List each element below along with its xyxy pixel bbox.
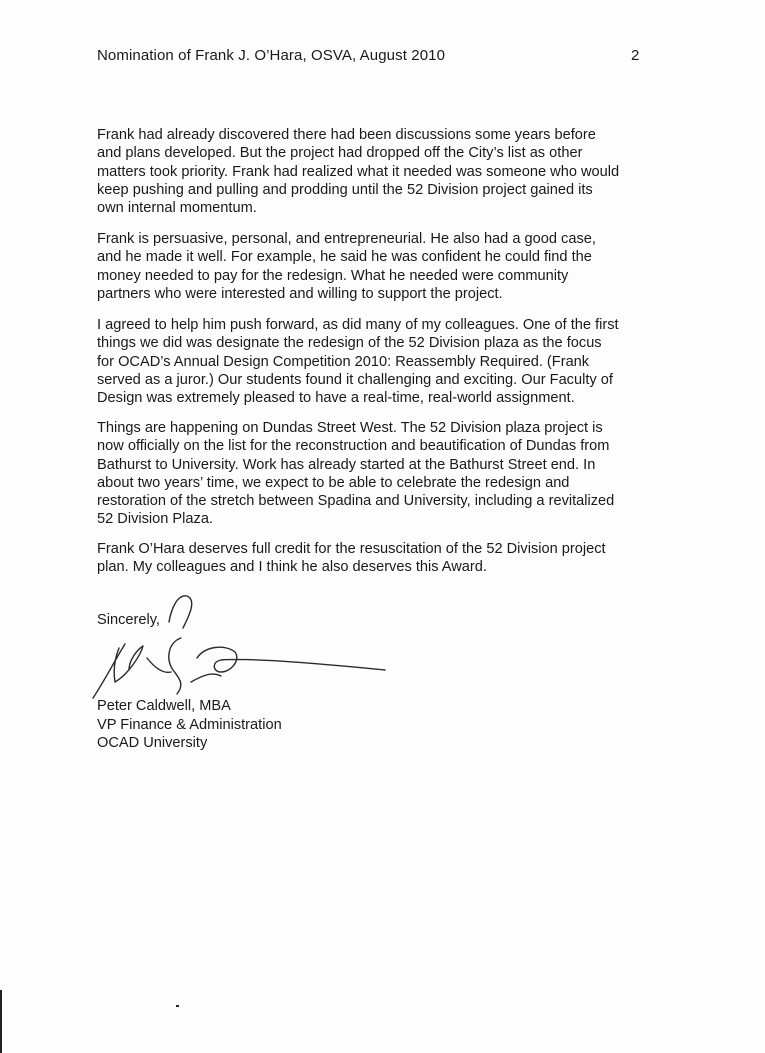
paragraph-line: 52 Division Plaza. [97,511,213,528]
paragraph-line: Things are happening on Dundas Street West. The 52 Division plaza project is [97,420,603,436]
paragraph-line: served as a juror.) Our students found it challenging and exciting. Our Faculty of [97,371,613,388]
signer-title: VP Finance & Administration [97,716,282,733]
scan-speck [176,1005,179,1007]
paragraph-line: things we did was designate the redesign of the 52 Division plaza as the focus [97,335,602,352]
paragraph-line: own internal momentum. [97,200,257,217]
signer-organization: OCAD University [97,735,208,752]
paragraph-line: Frank had already discovered there had been discussions some years before [97,127,596,143]
paragraph-line: for OCAD’s Annual Design Competition 2010: Reassembly Required. (Frank [97,353,590,370]
paragraph-line: and plans developed. But the project had dropped off the City’s list as other [97,145,583,162]
paragraph-4 [97,419,657,529]
paragraph-line: now officially on the list for the reconstruction and beautification of Dundas from [97,438,610,455]
scan-edge-mark [0,990,2,1053]
paragraph-line: money needed to pay for the redesign. What he needed were community [97,267,569,284]
paragraph-line: Frank O’Hara deserves full credit for the resuscitation of the 52 Division project [97,541,606,557]
paragraph-2 [97,230,657,303]
paragraph-line: Bathurst to University. Work has already started at the Bathurst Street end. In [97,456,596,473]
paragraph-line: matters took priority. Frank had realized what it needed was someone who would [97,163,620,180]
paragraph-line: partners who were interested and willing to support the project. [97,285,503,302]
paragraph-line: keep pushing and pulling and prodding until the 52 Division project gained its [97,181,593,198]
page-number: 2 [631,47,640,64]
running-header-title: Nomination of Frank J. O’Hara, OSVA, August 2010 [97,47,446,64]
paragraph-1 [97,126,657,217]
paragraph-line: I agreed to help him push forward, as did many of my colleagues. One of the first [97,317,619,333]
paragraph-line: and he made it well. For example, he said he was confident he could find the [97,249,592,266]
paragraph-5 [97,540,657,577]
paragraph-line: restoration of the stretch between Spadina and University, including a revitalized [97,493,615,510]
signer-block [97,697,282,753]
paragraph-line: about two years’ time, we expect to be able to celebrate the redesign and [97,474,570,491]
signer-name: Peter Caldwell, MBA [97,698,231,714]
paragraph-line: plan. My colleagues and I think he also deserves this Award. [97,559,487,576]
handwritten-signature [85,588,395,703]
paragraph-line: Design was extremely pleased to have a real-time, real-world assignment. [97,390,575,407]
paragraph-3 [97,316,657,407]
closing: Sincerely, [97,612,160,628]
paragraph-line: Frank is persuasive, personal, and entrepreneurial. He also had a good case, [97,231,596,247]
